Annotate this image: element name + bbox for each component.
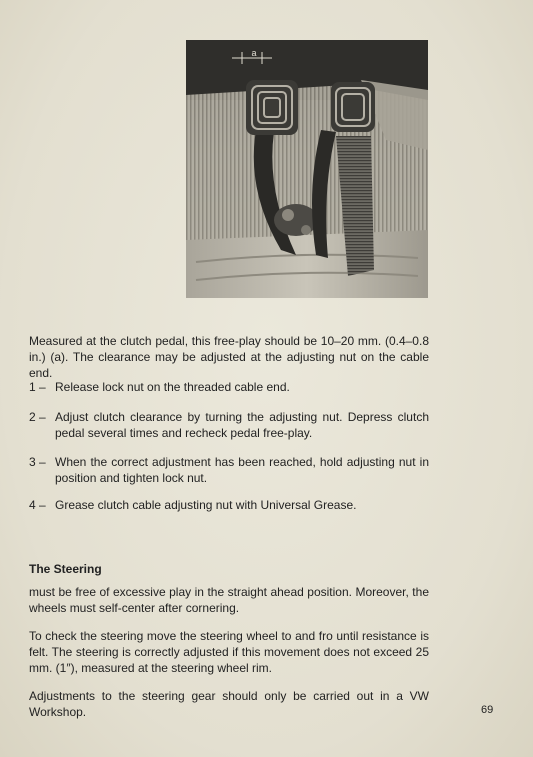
step-number: 2 – — [29, 410, 46, 424]
step-text: When the correct adjustment has been reached, hold adjusting nut in position and tighten lock nut. — [55, 455, 429, 485]
clearance-label: a — [251, 48, 257, 58]
step-4 — [29, 497, 429, 513]
section-heading: The Steering — [29, 562, 102, 576]
step-number: 4 – — [29, 498, 46, 512]
steering-paragraph-1: must be free of excessive play in the straight ahead position. Moreover, the wheels must self-center after cornering. — [29, 585, 429, 615]
pedal-photo — [186, 40, 428, 298]
step-1 — [29, 379, 429, 395]
intro-paragraph: Measured at the clutch pedal, this free-play should be 10–20 mm. (0.4–0.8 in.) (a). The clearance may be adjusted at the adjusting nut on the cable end. — [29, 334, 429, 380]
steering-paragraph-3: Adjustments to the steering gear should only be carried out in a VW Workshop. — [29, 689, 429, 719]
step-text: Adjust clutch clearance by turning the adjusting nut. Depress clutch pedal several times and recheck pedal free-play. — [55, 410, 429, 440]
step-2 — [29, 409, 429, 441]
step-text: Grease clutch cable adjusting nut with Universal Grease. — [55, 498, 357, 512]
step-text: Release lock nut on the threaded cable end. — [55, 380, 290, 394]
step-3 — [29, 454, 429, 486]
step-number: 1 – — [29, 380, 46, 394]
step-number: 3 – — [29, 455, 46, 469]
page-number: 69 — [481, 704, 494, 716]
steering-paragraph-2: To check the steering move the steering wheel to and fro until resistance is felt. The steering is correctly adjusted if this movement does not exceed 25 mm. (1″), measured at the steering wheel rim. — [29, 629, 429, 675]
